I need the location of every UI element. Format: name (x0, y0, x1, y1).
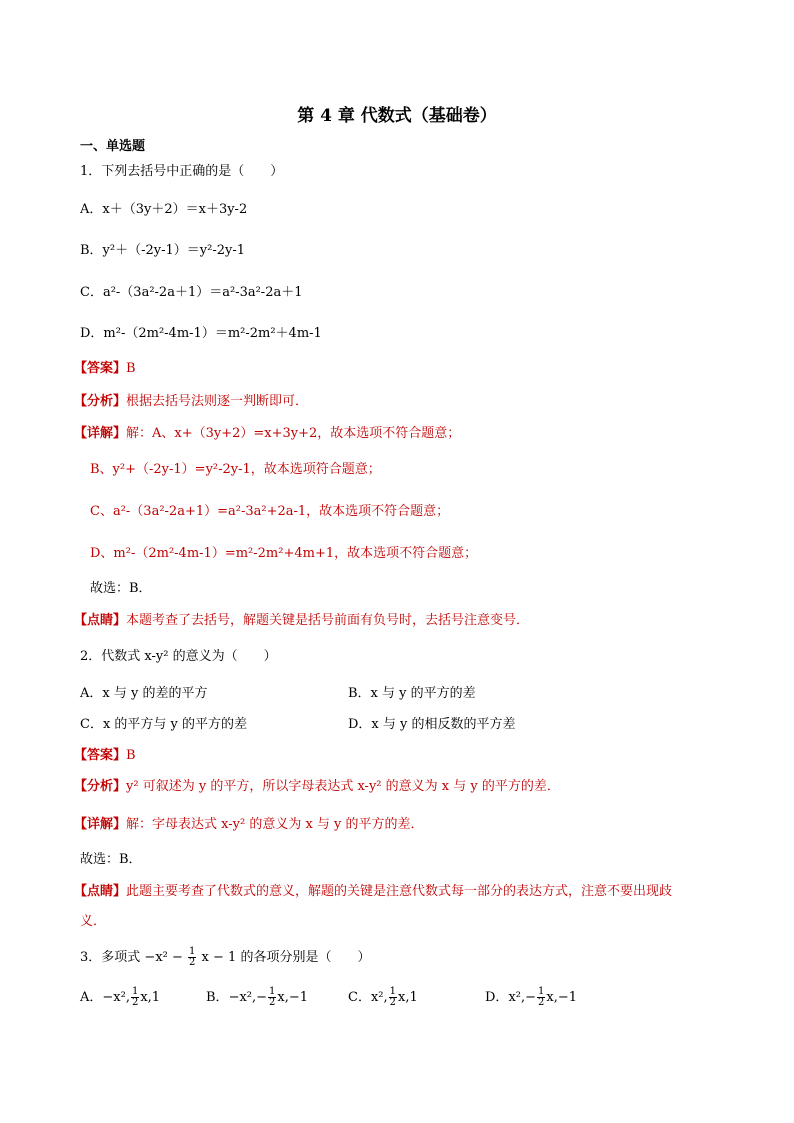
page-title: 第 4 章 代数式（基础卷） (297, 106, 497, 126)
q2-comment (74, 883, 672, 901)
option-expr-b: x,1 (398, 990, 418, 1005)
q3-expr-part2: x − 1 (201, 950, 237, 965)
q1-detail-d: D、m²-（2m²-4m-1）=m²-2m²+4m+1，故本选项不符合题意； (90, 546, 478, 561)
q2-detail (74, 816, 424, 834)
q2-option-a: A．x 与 y 的差的平方 (80, 686, 208, 701)
option-label: D． (485, 990, 509, 1005)
q1-stem: 1．下列去括号中正确的是（ ） (80, 164, 284, 179)
fraction-half (131, 987, 139, 1008)
fraction-numerator: 1 (269, 986, 276, 997)
option-expr-b: x,−1 (277, 990, 309, 1005)
detail-tag: 【详解】 (74, 426, 127, 441)
q2-stem: 2．代数式 x-y² 的意义为（ ） (80, 649, 277, 664)
q3-stem-suffix: 的各项分别是（ ） (240, 950, 371, 965)
fraction-half (537, 987, 545, 1008)
detail-tag: 【详解】 (74, 817, 127, 832)
fraction-numerator: 1 (538, 986, 545, 997)
answer-tag: 【答案】 (74, 361, 127, 376)
q1-conclusion: 故选：B． (90, 581, 152, 596)
q1-detail (74, 425, 460, 443)
fraction-denominator: 2 (538, 997, 545, 1008)
analysis-tag: 【分析】 (74, 394, 127, 409)
analysis-text: 根据去括号法则逐一判断即可． (126, 394, 309, 409)
option-label: B． (206, 990, 229, 1005)
option-expr-b: x,1 (140, 990, 161, 1005)
option-expr-a: −x², (102, 990, 130, 1005)
option-label: A． (80, 990, 103, 1005)
q3-option-c (348, 986, 418, 1010)
comment-tag: 【点睛】 (74, 884, 127, 899)
q2-option-c: C．x 的平方与 y 的平方的差 (80, 717, 248, 732)
analysis-tag: 【分析】 (74, 779, 127, 794)
comment-text: 本题考查了去括号，解题关键是括号前面有负号时，去括号注意变号． (126, 613, 530, 628)
option-expr-a: x²,− (508, 990, 537, 1005)
q2-option-d: D．x 与 y 的相反数的平方差 (348, 717, 516, 732)
section-heading: 一、单选题 (80, 139, 146, 154)
fraction-half (268, 987, 276, 1008)
fraction-numerator: 1 (131, 986, 139, 997)
q1-answer (74, 360, 136, 378)
q1-comment (74, 612, 529, 630)
option-expr-a: −x²,− (228, 990, 268, 1005)
comment-tag: 【点睛】 (74, 613, 127, 628)
option-expr-b: x,−1 (546, 990, 578, 1005)
q3-option-d (485, 986, 577, 1010)
fraction-denominator: 2 (189, 957, 196, 968)
q3-expr-part1: −x² − (144, 950, 183, 965)
answer-value: B (126, 748, 136, 763)
option-expr-a: x², (370, 990, 388, 1005)
q2-analysis (74, 778, 560, 796)
detail-text: 解：A、x+（3y+2）=x+3y+2，故本选项不符合题意； (126, 426, 461, 441)
answer-value: B (126, 361, 136, 376)
option-label: C． (348, 990, 371, 1005)
q3-stem (80, 946, 370, 970)
analysis-text: y² 可叙述为 y 的平方，所以字母表达式 x-y² 的意义为 x 与 y 的平方的差． (126, 779, 560, 794)
fraction-denominator: 2 (131, 997, 139, 1008)
q2-comment-cont: 义． (80, 914, 107, 929)
q1-detail-c: C、a²-（3a²-2a+1）=a²-3a²+2a-1，故本选项不符合题意； (90, 504, 450, 519)
q1-option-a: A．x＋（3y＋2）＝x＋3y-2 (80, 202, 248, 217)
q3-option-a (80, 986, 160, 1010)
fraction-half (188, 947, 196, 968)
q2-answer (74, 747, 136, 765)
q3-stem-prefix: 3．多项式 (80, 950, 141, 965)
fraction-denominator: 2 (269, 997, 276, 1008)
q1-option-d: D．m²-（2m²-4m-1）＝m²-2m²＋4m-1 (80, 326, 322, 341)
fraction-denominator: 2 (389, 997, 397, 1008)
q2-conclusion: 故选：B． (80, 852, 142, 867)
comment-text: 此题主要考查了代数式的意义，解题的关键是注意代数式每一部分的表达方式，注意不要出现歧 (126, 884, 673, 899)
detail-text: 解：字母表达式 x-y² 的意义为 x 与 y 的平方的差． (126, 817, 424, 832)
fraction-numerator: 1 (389, 986, 397, 997)
q1-option-b: B．y²＋（-2y-1）＝y²-2y-1 (80, 243, 246, 258)
q1-option-c: C．a²-（3a²-2a＋1）＝a²-3a²-2a＋1 (80, 285, 303, 300)
q3-option-b (206, 986, 308, 1010)
q1-detail-b: B、y²+（-2y-1）=y²-2y-1，故本选项符合题意； (90, 462, 381, 477)
q2-option-b: B．x 与 y 的平方的差 (348, 686, 476, 701)
fraction-half (389, 987, 397, 1008)
q1-analysis (74, 393, 308, 411)
answer-tag: 【答案】 (74, 748, 127, 763)
fraction-numerator: 1 (189, 946, 196, 957)
